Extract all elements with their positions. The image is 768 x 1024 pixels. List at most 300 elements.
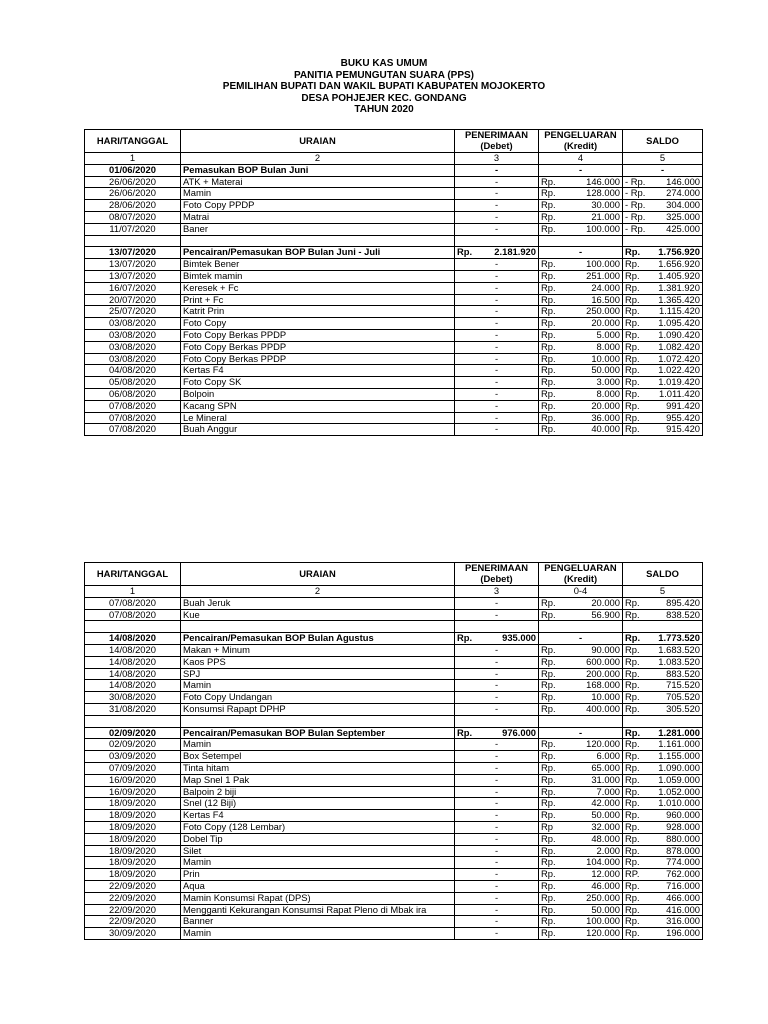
- credit-cell: [539, 786, 623, 798]
- balance-cell: [623, 329, 703, 341]
- debit-cell: -: [455, 176, 539, 188]
- amount-value: 1.052.000: [658, 786, 700, 797]
- credit-cell-wrap: [541, 739, 620, 750]
- description-cell: Foto Copy PPDP: [181, 200, 455, 212]
- date-cell: 11/07/2020: [85, 223, 181, 235]
- description-cell: Keresek + Fc: [181, 282, 455, 294]
- empty-cell: [455, 235, 539, 247]
- credit-cell: [539, 774, 623, 786]
- currency-prefix: Rp.: [625, 376, 640, 388]
- amount-value: 400.000: [586, 703, 620, 715]
- balance-cell: [623, 845, 703, 857]
- credit-cell-wrap: [541, 834, 620, 845]
- date-cell: 14/08/2020: [85, 633, 181, 645]
- currency-prefix: Rp.: [457, 246, 473, 258]
- ledger-row: [85, 810, 703, 822]
- column-number: 3: [455, 153, 539, 165]
- amount-value: 928.000: [666, 821, 700, 833]
- amount-value: 955.420: [666, 412, 700, 423]
- balance-cell-wrap: [625, 401, 700, 412]
- ledger-row: [85, 692, 703, 704]
- description-cell: Foto Copy (128 Lembar): [181, 821, 455, 833]
- amount-value: 1.405.920: [658, 270, 700, 282]
- amount-value: 976.000: [502, 727, 536, 738]
- debit-cell: -: [455, 424, 539, 436]
- credit-cell-wrap: [541, 200, 620, 211]
- amount-value: 880.000: [666, 833, 700, 844]
- amount-value: 1.082.420: [658, 341, 700, 352]
- balance-cell-wrap: [625, 775, 700, 786]
- date-cell: 30/09/2020: [85, 928, 181, 940]
- credit-cell-wrap: [541, 751, 620, 762]
- date-cell: 18/09/2020: [85, 857, 181, 869]
- amount-value: 146.000: [666, 176, 700, 187]
- ledger-row: [85, 644, 703, 656]
- credit-cell: [539, 176, 623, 188]
- amount-value: 24.000: [591, 282, 620, 293]
- ledger-row: [85, 294, 703, 306]
- balance-cell-wrap: [625, 342, 700, 353]
- description-cell: Pemasukan BOP Bulan Juni: [181, 164, 455, 176]
- currency-prefix: Rp.: [541, 786, 556, 797]
- date-cell: 05/08/2020: [85, 377, 181, 389]
- date-cell: 18/09/2020: [85, 845, 181, 857]
- amount-value: 1.115.420: [658, 305, 700, 317]
- currency-prefix: Rp.: [625, 703, 640, 715]
- description-cell: Mamin: [181, 928, 455, 940]
- date-cell: 03/08/2020: [85, 318, 181, 330]
- balance-cell-wrap: [625, 200, 700, 211]
- amount-value: 1.756.920: [658, 246, 700, 258]
- balance-cell: [623, 916, 703, 928]
- currency-prefix: Rp.: [541, 199, 556, 211]
- date-cell: 22/09/2020: [85, 916, 181, 928]
- balance-cell-wrap: [625, 259, 700, 270]
- debit-cell: [455, 247, 539, 259]
- amount-value: 20.000: [591, 400, 620, 411]
- credit-cell-wrap: [541, 905, 620, 916]
- currency-prefix: Rp.: [457, 632, 473, 644]
- debit-cell: -: [455, 644, 539, 656]
- ledger-row: [85, 668, 703, 680]
- credit-cell: [539, 833, 623, 845]
- date-cell: 16/09/2020: [85, 774, 181, 786]
- credit-cell-wrap: [541, 846, 620, 857]
- debit-cell: -: [455, 916, 539, 928]
- amount-value: 56.900: [591, 609, 620, 620]
- ledger-row: [85, 774, 703, 786]
- col-header-balance: SALDO: [623, 563, 703, 586]
- balance-cell-wrap: [625, 798, 700, 809]
- debit-cell: -: [455, 270, 539, 282]
- amount-value: 250.000: [586, 305, 620, 317]
- description-cell: ATK + Materai: [181, 176, 455, 188]
- balance-cell-wrap: [625, 598, 700, 609]
- balance-cell: [623, 318, 703, 330]
- date-cell: 25/07/2020: [85, 306, 181, 318]
- balance-cell: [623, 377, 703, 389]
- amount-value: 316.000: [666, 915, 700, 927]
- description-cell: Foto Copy SK: [181, 377, 455, 389]
- ledger-row: [85, 223, 703, 235]
- amount-value: 10.000: [591, 353, 620, 364]
- currency-prefix: Rp.: [541, 211, 556, 223]
- balance-cell-wrap: [625, 365, 700, 376]
- amount-value: 1.683.520: [658, 644, 700, 656]
- description-cell: Foto Copy Berkas PPDP: [181, 341, 455, 353]
- currency-prefix: Rp: [541, 821, 553, 833]
- balance-cell: [623, 680, 703, 692]
- balance-cell: [623, 821, 703, 833]
- balance-cell: [623, 692, 703, 704]
- credit-cell: [539, 270, 623, 282]
- amount-value: 1.365.420: [658, 294, 700, 305]
- balance-cell: [623, 786, 703, 798]
- empty-cell: [623, 621, 703, 633]
- credit-cell-wrap: [541, 928, 620, 939]
- currency-prefix: Rp.: [541, 364, 556, 376]
- amount-value: 1.381.920: [658, 282, 700, 293]
- currency-prefix: RP.: [625, 868, 640, 880]
- credit-cell-wrap: [541, 763, 620, 774]
- balance-cell: [623, 353, 703, 365]
- column-number: 5: [623, 153, 703, 165]
- credit-cell: [539, 294, 623, 306]
- col-header-debit-line1: PENERIMAAN: [464, 129, 529, 141]
- credit-cell: [539, 904, 623, 916]
- date-cell: 26/06/2020: [85, 188, 181, 200]
- amount-value: 21.000: [591, 211, 620, 223]
- currency-prefix: Rp.: [541, 892, 556, 903]
- ledger-row: [85, 904, 703, 916]
- date-cell: 14/08/2020: [85, 656, 181, 668]
- currency-prefix: Rp.: [541, 176, 556, 187]
- amount-value: 895.420: [666, 597, 700, 608]
- debit-cell: -: [455, 786, 539, 798]
- column-number: 0-4: [539, 586, 623, 598]
- balance-cell-wrap: [625, 610, 700, 621]
- description-cell: Buah Jeruk: [181, 597, 455, 609]
- balance-cell: [623, 798, 703, 810]
- date-cell: 04/08/2020: [85, 365, 181, 377]
- ledger-row: [85, 609, 703, 621]
- description-cell: Mamin: [181, 680, 455, 692]
- amount-value: 705.520: [666, 691, 700, 703]
- amount-value: 120.000: [586, 738, 620, 750]
- amount-value: 716.000: [666, 880, 700, 892]
- date-cell: 18/09/2020: [85, 869, 181, 881]
- credit-cell-wrap: [541, 645, 620, 656]
- credit-cell-wrap: [541, 259, 620, 270]
- ledger-row: [85, 270, 703, 282]
- date-cell: 07/09/2020: [85, 762, 181, 774]
- date-cell: 20/07/2020: [85, 294, 181, 306]
- balance-cell-wrap: [625, 834, 700, 845]
- credit-cell-wrap: [541, 342, 620, 353]
- balance-cell: [623, 810, 703, 822]
- currency-prefix: Rp.: [625, 656, 640, 667]
- date-cell: 13/07/2020: [85, 247, 181, 259]
- debit-cell-wrap: [457, 247, 536, 258]
- credit-cell-wrap: [541, 330, 620, 341]
- credit-cell: -: [539, 727, 623, 739]
- document-header: [0, 58, 768, 116]
- description-cell: Kaos PPS: [181, 656, 455, 668]
- col-header-debit-line2: (Debet): [480, 140, 513, 151]
- currency-prefix: Rp.: [541, 223, 556, 234]
- debit-cell: -: [455, 282, 539, 294]
- ledger-row: [85, 833, 703, 845]
- credit-cell: [539, 692, 623, 704]
- balance-cell: [623, 211, 703, 223]
- currency-prefix: Rp.: [541, 341, 556, 352]
- credit-cell-wrap: [541, 283, 620, 294]
- empty-cell: [455, 715, 539, 727]
- currency-prefix: Rp.: [541, 270, 556, 282]
- debit-cell: -: [455, 692, 539, 704]
- ledger-row: [85, 188, 703, 200]
- amount-value: 8.000: [596, 341, 620, 352]
- credit-cell-wrap: [541, 669, 620, 680]
- balance-cell-wrap: [625, 893, 700, 904]
- currency-prefix: Rp.: [541, 412, 556, 423]
- debit-cell: -: [455, 845, 539, 857]
- currency-prefix: Rp.: [625, 679, 640, 691]
- ledger-row: [85, 656, 703, 668]
- currency-prefix: Rp.: [625, 400, 640, 411]
- balance-cell-wrap: [625, 751, 700, 762]
- credit-cell-wrap: [541, 365, 620, 376]
- currency-prefix: Rp.: [625, 786, 640, 797]
- currency-prefix: - Rp.: [625, 211, 646, 223]
- amount-value: 1.090.420: [658, 329, 700, 341]
- ledger-row: [85, 703, 703, 715]
- debit-cell: -: [455, 609, 539, 621]
- column-header-row: [85, 563, 703, 586]
- credit-cell: [539, 703, 623, 715]
- ledger-row: [85, 857, 703, 869]
- credit-cell: [539, 798, 623, 810]
- description-cell: SPJ: [181, 668, 455, 680]
- currency-prefix: Rp.: [541, 915, 556, 927]
- amount-value: 1.022.420: [658, 364, 700, 376]
- debit-cell: -: [455, 412, 539, 424]
- credit-cell-wrap: [541, 881, 620, 892]
- credit-cell-wrap: [541, 318, 620, 329]
- amount-value: 2.000: [596, 845, 620, 856]
- credit-cell: [539, 259, 623, 271]
- balance-cell-wrap: [625, 916, 700, 927]
- balance-cell: [623, 341, 703, 353]
- date-cell: 18/09/2020: [85, 821, 181, 833]
- balance-cell: [623, 365, 703, 377]
- debit-cell: -: [455, 188, 539, 200]
- ledger-row: [85, 916, 703, 928]
- ledger-row: [85, 353, 703, 365]
- currency-prefix: Rp.: [541, 904, 556, 915]
- debit-cell: [455, 727, 539, 739]
- debit-cell: -: [455, 400, 539, 412]
- amount-value: 196.000: [666, 927, 700, 939]
- ledger-row: [85, 821, 703, 833]
- date-cell: 22/09/2020: [85, 880, 181, 892]
- balance-cell-wrap: [625, 318, 700, 329]
- balance-cell-wrap: [625, 692, 700, 703]
- empty-cell: [455, 621, 539, 633]
- currency-prefix: Rp.: [625, 668, 640, 679]
- currency-prefix: Rp.: [541, 376, 556, 388]
- ledger-row: [85, 306, 703, 318]
- description-cell: Kue: [181, 609, 455, 621]
- amount-value: 1.010.000: [658, 797, 700, 809]
- credit-cell: [539, 680, 623, 692]
- currency-prefix: Rp.: [541, 329, 556, 341]
- col-header-desc: URAIAN: [181, 563, 455, 586]
- balance-cell-wrap: [625, 846, 700, 857]
- amount-value: 251.000: [586, 270, 620, 282]
- credit-cell: -: [539, 247, 623, 259]
- description-cell: Bimtek mamin: [181, 270, 455, 282]
- description-cell: Pencairan/Pemasukan BOP Bulan Juni - Juli: [181, 247, 455, 259]
- amount-value: 1.090.000: [658, 762, 700, 774]
- debit-cell: -: [455, 259, 539, 271]
- income-row: [85, 164, 703, 176]
- date-cell: 18/09/2020: [85, 833, 181, 845]
- header-year: TAHUN 2020: [354, 104, 414, 116]
- debit-cell: -: [455, 329, 539, 341]
- currency-prefix: Rp.: [541, 353, 556, 364]
- amount-value: 42.000: [591, 797, 620, 809]
- amount-value: 425.000: [666, 223, 700, 234]
- ledger-row: [85, 329, 703, 341]
- ledger-row: [85, 412, 703, 424]
- ledger-row: [85, 282, 703, 294]
- balance-cell: [623, 270, 703, 282]
- balance-cell-wrap: [625, 177, 700, 188]
- date-cell: 18/09/2020: [85, 798, 181, 810]
- currency-prefix: Rp.: [541, 868, 556, 880]
- col-header-balance: SALDO: [623, 130, 703, 153]
- debit-cell: -: [455, 318, 539, 330]
- ledger-row: [85, 424, 703, 436]
- balance-cell: [623, 751, 703, 763]
- date-cell: 01/06/2020: [85, 164, 181, 176]
- currency-prefix: Rp.: [541, 762, 556, 774]
- amount-value: 1.161.000: [658, 738, 700, 750]
- blank-row: [85, 621, 703, 633]
- amount-value: 65.000: [591, 762, 620, 774]
- col-header-credit-line1: PENGELUARAN: [544, 562, 617, 574]
- currency-prefix: Rp.: [625, 809, 640, 821]
- credit-cell-wrap: [541, 295, 620, 306]
- balance-cell-wrap: [625, 810, 700, 821]
- currency-prefix: Rp.: [625, 294, 640, 305]
- description-cell: Baner: [181, 223, 455, 235]
- amount-value: 32.000: [591, 821, 620, 833]
- date-cell: 22/09/2020: [85, 892, 181, 904]
- balance-cell: [623, 703, 703, 715]
- column-number: 5: [623, 586, 703, 598]
- currency-prefix: Rp.: [541, 317, 556, 329]
- amount-value: 305.520: [666, 703, 700, 715]
- amount-value: 100.000: [586, 258, 620, 270]
- credit-cell-wrap: [541, 377, 620, 388]
- date-cell: 16/07/2020: [85, 282, 181, 294]
- currency-prefix: Rp.: [625, 762, 640, 774]
- debit-cell: -: [455, 762, 539, 774]
- currency-prefix: Rp.: [625, 821, 640, 833]
- currency-prefix: Rp.: [625, 329, 640, 341]
- empty-cell: [85, 621, 181, 633]
- description-cell: Prin: [181, 869, 455, 881]
- currency-prefix: Rp.: [541, 423, 556, 435]
- currency-prefix: Rp.: [625, 388, 640, 400]
- description-cell: Dobel Tip: [181, 833, 455, 845]
- balance-cell: [623, 928, 703, 940]
- debit-cell: -: [455, 880, 539, 892]
- balance-cell: [623, 762, 703, 774]
- amount-value: 774.000: [666, 856, 700, 868]
- amount-value: 100.000: [586, 915, 620, 927]
- currency-prefix: Rp.: [541, 774, 556, 785]
- amount-value: 31.000: [591, 774, 620, 785]
- credit-cell: -: [539, 164, 623, 176]
- credit-cell-wrap: [541, 271, 620, 282]
- currency-prefix: Rp.: [541, 809, 556, 821]
- amount-value: 104.000: [586, 856, 620, 868]
- credit-cell-wrap: [541, 413, 620, 424]
- ledger-row: [85, 798, 703, 810]
- description-cell: Snel (12 Biji): [181, 798, 455, 810]
- amount-value: 416.000: [666, 904, 700, 915]
- balance-cell: [623, 739, 703, 751]
- balance-cell: [623, 833, 703, 845]
- credit-cell: [539, 880, 623, 892]
- amount-value: 960.000: [666, 809, 700, 821]
- amount-value: 200.000: [586, 668, 620, 679]
- credit-cell-wrap: [541, 212, 620, 223]
- col-header-credit: [539, 563, 623, 586]
- column-header-row: [85, 130, 703, 153]
- credit-cell: [539, 211, 623, 223]
- amount-value: 46.000: [591, 880, 620, 892]
- amount-value: 40.000: [591, 423, 620, 435]
- ledger-row: [85, 739, 703, 751]
- debit-cell: -: [455, 656, 539, 668]
- credit-cell: [539, 424, 623, 436]
- balance-cell: [623, 904, 703, 916]
- debit-cell: -: [455, 680, 539, 692]
- debit-cell: -: [455, 869, 539, 881]
- income-row: [85, 727, 703, 739]
- description-cell: Foto Copy Undangan: [181, 692, 455, 704]
- debit-cell: -: [455, 703, 539, 715]
- empty-cell: [181, 715, 455, 727]
- balance-cell-wrap: [625, 354, 700, 365]
- amount-value: 30.000: [591, 199, 620, 211]
- description-cell: Print + Fc: [181, 294, 455, 306]
- credit-cell: [539, 644, 623, 656]
- credit-cell: [539, 597, 623, 609]
- col-header-date: HARI/TANGGAL: [85, 563, 181, 586]
- amount-value: 1.773.520: [658, 632, 700, 644]
- credit-cell-wrap: [541, 354, 620, 365]
- description-cell: Bimtek Bener: [181, 259, 455, 271]
- currency-prefix: Rp.: [625, 317, 640, 329]
- credit-cell: [539, 282, 623, 294]
- debit-cell: -: [455, 294, 539, 306]
- currency-prefix: Rp.: [625, 644, 640, 656]
